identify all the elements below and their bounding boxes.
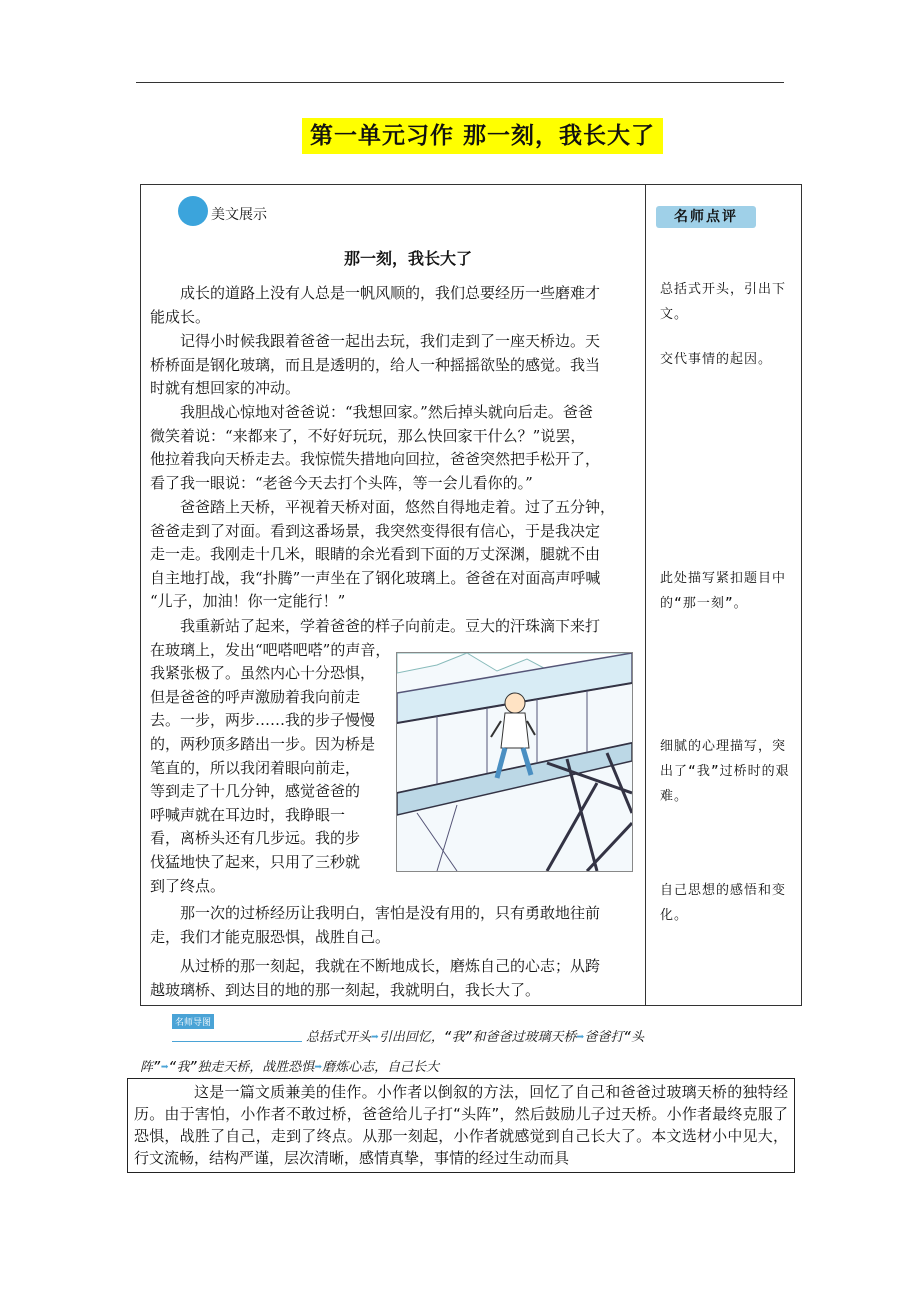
text-line: 但是爸爸的呼声激励着我向前走 bbox=[150, 687, 361, 706]
summary-box bbox=[127, 1078, 795, 1173]
flow-step: 引出回忆，“我”和爸爸过玻璃天桥 bbox=[378, 1030, 577, 1045]
arrow-right-icon: ➡ bbox=[314, 1060, 323, 1075]
text-line: 伐猛地快了起来，只用了三秒就 bbox=[150, 852, 361, 871]
text-line: 看，离桥头还有几步远。我的步 bbox=[150, 829, 361, 848]
text-line: 微笑着说：“来都来了，不好好玩玩，那么快回家干什么？”说罢， bbox=[150, 426, 586, 445]
essay-title: 那一刻，我长大了 bbox=[344, 249, 473, 268]
text-line: 我胆战心惊地对爸爸说：“我想回家。”然后掉头就向后走。爸爸 bbox=[150, 403, 593, 421]
comment-2: 交代事情的起因。 bbox=[660, 352, 773, 367]
page-title: 第一单元习作 那一刻，我长大了 bbox=[302, 118, 663, 154]
text-line: 走，我们才能克服恐惧，战胜自己。 bbox=[150, 927, 391, 946]
text-line: 记得小时候我跟着爸爸一起出去玩，我们走到了一座天桥边。天 bbox=[150, 332, 601, 350]
flow-line-2 bbox=[140, 1056, 439, 1075]
text-line: 能成长。 bbox=[150, 307, 211, 326]
text-line: 呼喊声就在耳边时，我睁眼一 bbox=[150, 805, 346, 824]
text-line: 他拉着我向天桥走去。我惊慌失措地向回拉，爸爸突然把手松开了， bbox=[150, 450, 601, 469]
section-badge-label: 美文展示 bbox=[211, 207, 267, 223]
essay-paragraph bbox=[150, 330, 640, 401]
text-line: 成长的道路上没有人总是一帆风顺的，我们总要经历一些磨难才 bbox=[150, 284, 601, 302]
text-line: 在玻璃上，发出“吧嗒吧嗒”的声音， bbox=[150, 640, 391, 659]
text-line: 爸爸走到了对面。看到这番场景，我突然变得很有信心，于是我决定 bbox=[150, 521, 601, 540]
text-line: 等到走了十几分钟，感觉爸爸的 bbox=[150, 782, 361, 801]
text-line: 走一走。我刚走十几米，眼睛的余光看到下面的万丈深渊，腿就不由 bbox=[150, 545, 601, 564]
column-divider bbox=[645, 184, 646, 1006]
section-badge-icon bbox=[178, 196, 208, 226]
comment-4: 细腻的心理描写，突出了“我”过桥时的艰难。 bbox=[660, 739, 790, 804]
text-line: 看了我一眼说：“老爸今天去打个头阵，等一会儿看你的。” bbox=[150, 473, 533, 492]
arrow-right-icon: ➡ bbox=[160, 1060, 169, 1075]
arrow-right-icon: ➡ bbox=[371, 1030, 379, 1045]
text-line: “儿子，加油！你一定能行！” bbox=[150, 592, 346, 611]
text-line: 到了终点。 bbox=[150, 876, 226, 895]
text-line: 从过桥的那一刻起，我就在不断地成长，磨炼自己的心志；从跨 bbox=[150, 957, 601, 975]
bridge-illustration bbox=[396, 652, 633, 872]
text-line: 笔直的，所以我闭着眼向前走， bbox=[150, 758, 361, 777]
essay-paragraph bbox=[150, 401, 640, 495]
summary-text: 这是一篇文质兼美的佳作。小作者以倒叙的方法，回忆了自己和爸爸过玻璃天桥的独特经历。由于害怕，小作者不敢过桥，爸爸给儿子打“头阵”，然后鼓励儿子过天桥。小作者最终克服了恐惧，战胜了自己，走到了终点。从那一刻起，小作者就感觉到自己长大了。本文选材小中见大，行文流畅，结构严谨，层次清晰，感情真挚，事情的经过生动而具 bbox=[134, 1083, 788, 1167]
essay-paragraph bbox=[150, 955, 640, 1002]
flow-step: 阵” bbox=[140, 1060, 161, 1075]
flow-map-label: 名师导图 bbox=[172, 1014, 214, 1029]
text-line: 越玻璃桥、到达目的地的那一刻起，我就明白，我长大了。 bbox=[150, 980, 541, 999]
flow-line-1 bbox=[306, 1026, 644, 1045]
essay-paragraph bbox=[150, 902, 640, 949]
text-line: 那一次的过桥经历让我明白，害怕是没有用的，只有勇敢地往前 bbox=[150, 904, 601, 922]
essay-paragraph bbox=[150, 282, 640, 329]
text-line: 的，两秒顶多踏出一步。因为桥是 bbox=[150, 734, 376, 753]
text-line: 爸爸踏上天桥，平视着天桥对面，悠然自得地走着。过了五分钟， bbox=[150, 498, 616, 516]
text-line: 桥桥面是钢化玻璃，而且是透明的，给人一种摇摇欲坠的感觉。我当 bbox=[150, 355, 601, 374]
essay-paragraph bbox=[150, 496, 640, 614]
comment-5: 自己思想的感悟和变化。 bbox=[660, 883, 787, 923]
flow-step: 总括式开头 bbox=[306, 1030, 372, 1045]
flow-step: “我”独走天桥，战胜恐惧 bbox=[168, 1060, 315, 1075]
text-line: 我紧张极了。虽然内心十分恐惧， bbox=[150, 664, 376, 683]
comment-3: 此处描写紧扣题目中的“那一刻”。 bbox=[660, 571, 787, 611]
flow-step: 磨炼心志，自己长大 bbox=[322, 1060, 440, 1075]
text-line: 我重新站了起来，学着爸爸的样子向前走。豆大的汗珠滴下来打 bbox=[150, 617, 601, 635]
comment-1: 总括式开头，引出下文。 bbox=[660, 282, 787, 322]
text-line: 自主地打战，我“扑腾”一声坐在了钢化玻璃上。爸爸在对面高声呼喊 bbox=[150, 568, 601, 587]
flow-step: 爸爸打“头 bbox=[584, 1030, 645, 1045]
text-line: 去。一步，两步……我的步子慢慢 bbox=[150, 711, 376, 730]
flow-underline bbox=[172, 1041, 302, 1042]
glass-bridge-icon bbox=[397, 653, 632, 871]
comment-header: 名师点评 bbox=[656, 206, 756, 228]
top-rule bbox=[136, 82, 784, 83]
text-line: 时就有想回家的冲动。 bbox=[150, 379, 301, 398]
arrow-right-icon: ➡ bbox=[576, 1030, 585, 1045]
